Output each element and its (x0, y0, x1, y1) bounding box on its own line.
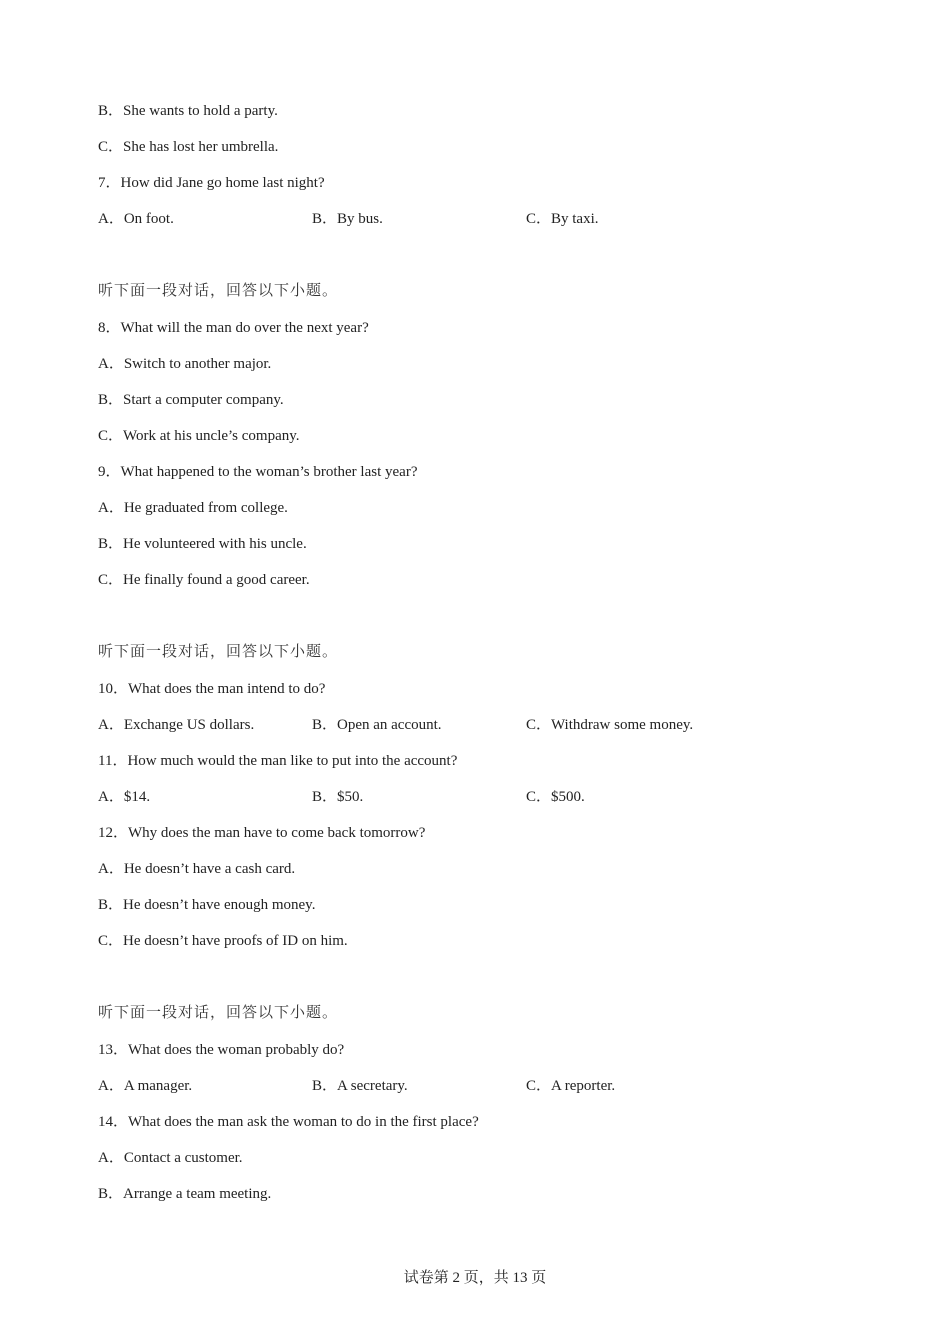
q11-option-b: B．$50. (312, 789, 364, 805)
q8-question: 8．What will the man do over the next year? (98, 320, 369, 336)
q10-option-a: A．Exchange US dollars. (98, 717, 255, 733)
q6-option-c: C．She has lost her umbrella. (98, 139, 279, 155)
q14-option-a: A．Contact a customer. (98, 1150, 243, 1166)
q12-question: 12．Why does the man have to come back tomorrow? (98, 825, 426, 841)
q7-option-a: A．On foot. (98, 211, 174, 227)
q9-option-c: C．He finally found a good career. (98, 572, 310, 588)
q8-option-b: B．Start a computer company. (98, 392, 284, 408)
q10-option-c: C．Withdraw some money. (526, 717, 694, 733)
section-instruction-1: 听下面一段对话，回答以下小题。 (98, 283, 339, 299)
section-instruction-2: 听下面一段对话，回答以下小题。 (98, 644, 339, 660)
q9-option-a: A．He graduated from college. (98, 500, 288, 516)
q8-option-c: C．Work at his uncle’s company. (98, 428, 300, 444)
q10-question: 10．What does the man intend to do? (98, 681, 326, 697)
q14-question: 14．What does the man ask the woman to do in the first place? (98, 1114, 479, 1130)
q8-option-a: A．Switch to another major. (98, 356, 272, 372)
q11-option-a: A．$14. (98, 789, 151, 805)
q13-option-a: A．A manager. (98, 1078, 193, 1094)
q11-question: 11．How much would the man like to put into the account? (98, 753, 458, 769)
q9-question: 9．What happened to the woman’s brother last year? (98, 464, 418, 480)
page-footer: 试卷第 2 页，共 13 页 (403, 1270, 547, 1286)
q13-option-b: B．A secretary. (312, 1078, 408, 1094)
q9-option-b: B．He volunteered with his uncle. (98, 536, 307, 552)
q7-option-b: B．By bus. (312, 211, 383, 227)
q7-question: 7．How did Jane go home last night? (98, 175, 325, 191)
q12-option-b: B．He doesn’t have enough money. (98, 897, 316, 913)
section-instruction-3: 听下面一段对话，回答以下小题。 (98, 1005, 339, 1021)
q12-option-c: C．He doesn’t have proofs of ID on him. (98, 933, 348, 949)
q10-option-b: B．Open an account. (312, 717, 442, 733)
q13-option-c: C．A reporter. (526, 1078, 616, 1094)
q14-option-b: B．Arrange a team meeting. (98, 1186, 272, 1202)
q11-option-c: C．$500. (526, 789, 585, 805)
q6-option-b: B．She wants to hold a party. (98, 103, 278, 119)
q13-question: 13．What does the woman probably do? (98, 1042, 345, 1058)
q12-option-a: A．He doesn’t have a cash card. (98, 861, 296, 877)
q7-option-c: C．By taxi. (526, 211, 599, 227)
